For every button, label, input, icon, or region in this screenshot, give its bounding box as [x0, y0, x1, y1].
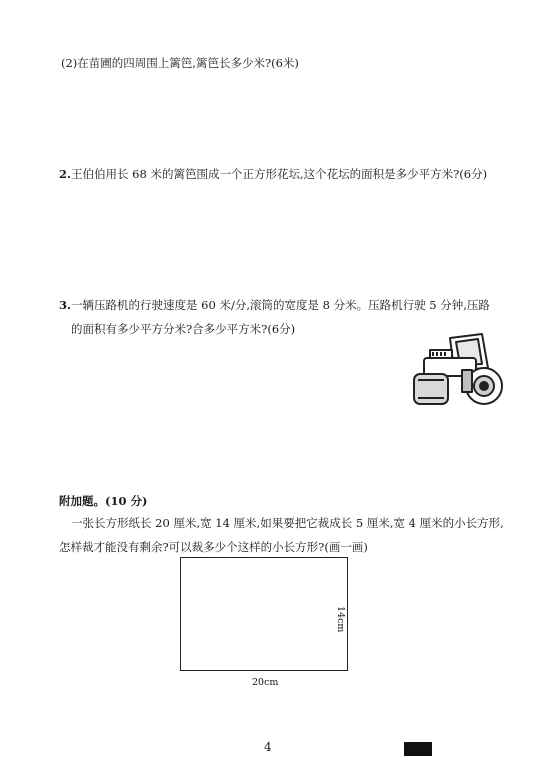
rectangle-height-label: 14cm — [335, 606, 346, 633]
question-2-number: 2. — [59, 167, 72, 181]
question-3-line-2: 的面积有多少平方分米?合多少平方米?(6分) — [71, 322, 296, 336]
question-2-text: 王伯伯用长 68 米的篱笆围成一个正方形花坛,这个花坛的面积是多少平方米?(6分) — [71, 167, 488, 181]
paper-rectangle-figure — [180, 557, 348, 671]
question-3-number: 3. — [59, 298, 72, 312]
road-roller-icon — [410, 330, 506, 410]
black-marker — [404, 742, 432, 756]
question-3-line-1: 一辆压路机的行驶速度是 60 米/分,滚筒的宽度是 8 分米。压路机行驶 5 分钟,压路 — [71, 298, 490, 312]
page-number: 4 — [264, 740, 272, 754]
question-1-subpart-2: (2)在苗圃的四周围上篱笆,篱笆长多少米?(6米) — [61, 56, 299, 70]
bonus-question-title: 附加题。(10 分) — [59, 494, 148, 508]
rectangle-width-label: 20cm — [252, 677, 279, 688]
bonus-question-line-1: 一张长方形纸长 20 厘米,宽 14 厘米,如果要把它裁成长 5 厘米,宽 4 厘米的小长方形, — [71, 516, 504, 530]
bonus-question-line-2: 怎样裁才能没有剩余?可以裁多少个这样的小长方形?(画一画) — [59, 540, 368, 554]
